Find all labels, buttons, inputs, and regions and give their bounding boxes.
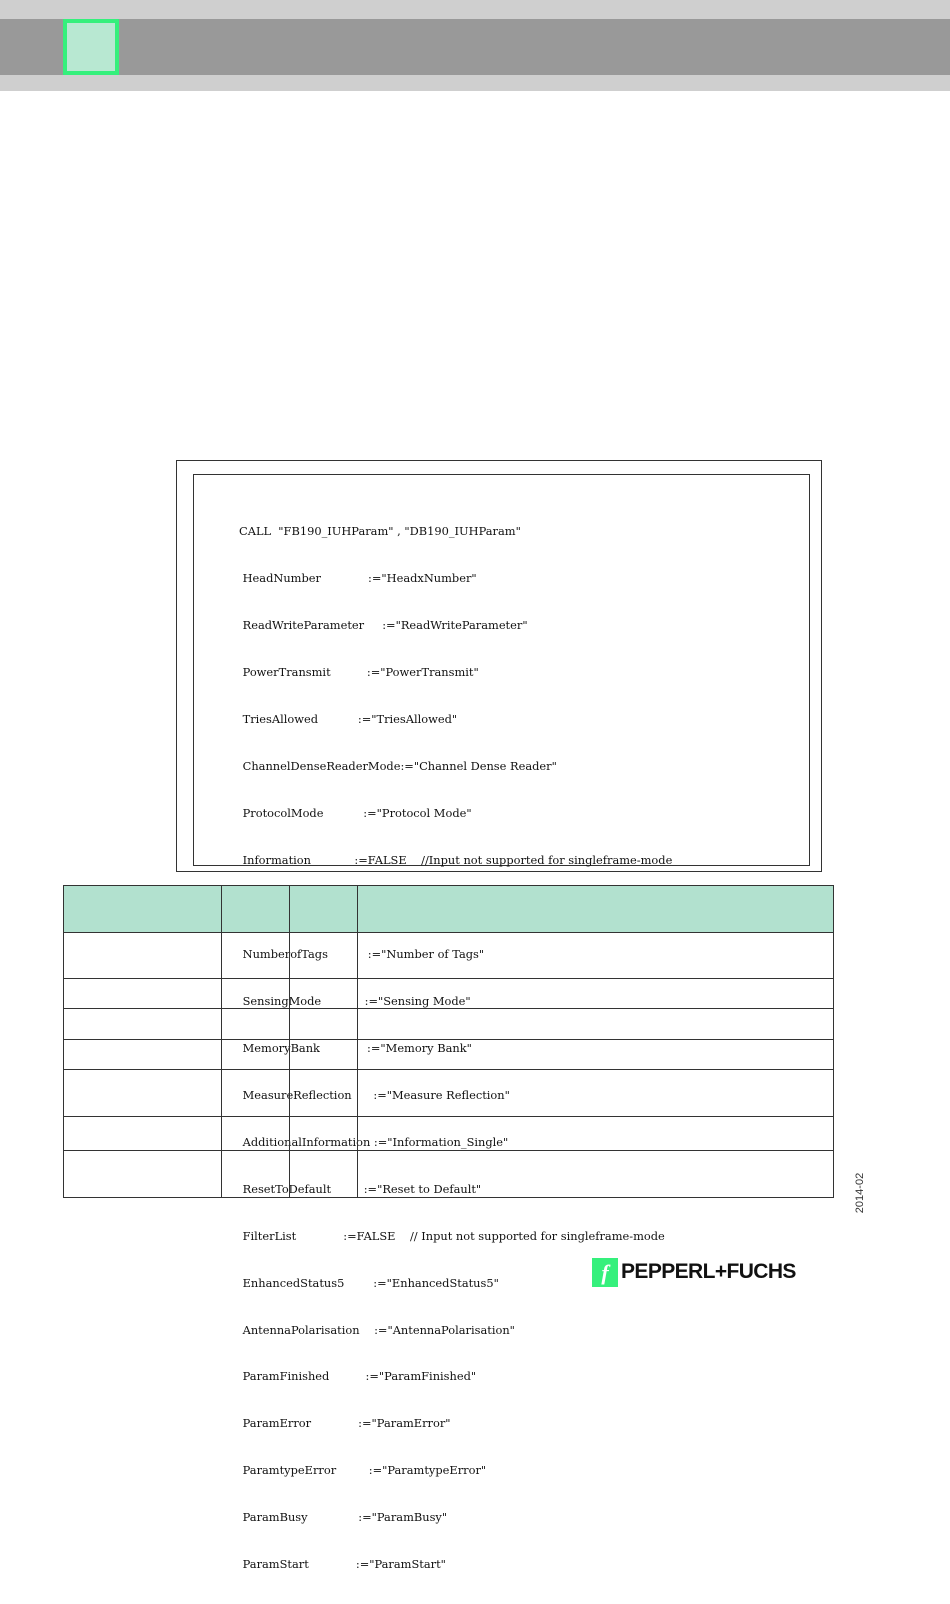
- top-strip: [0, 0, 950, 19]
- code-line: ProtocolMode :="Protocol Mode": [239, 806, 472, 821]
- table-cell: [222, 979, 290, 1009]
- date-code-text: 2014-02: [854, 1172, 866, 1214]
- code-line: FilterList :=FALSE // Input not supported for singleframe-mode: [239, 1228, 665, 1243]
- table-cell: [290, 1070, 358, 1117]
- code-line: AntennaPolarisation :="AntennaPolarisation": [239, 1322, 515, 1337]
- table-cell: [358, 1151, 834, 1198]
- header-band: [0, 19, 950, 75]
- table-cell: [290, 1009, 358, 1040]
- table-header-cell: [358, 886, 834, 933]
- table-cell: [358, 1040, 834, 1070]
- table-row: [64, 1040, 834, 1070]
- code-line: CALL "FB190_IUHParam" , "DB190_IUHParam": [239, 524, 521, 539]
- table-cell: [222, 1117, 290, 1151]
- table-cell: [64, 1040, 222, 1070]
- table-cell: [358, 1009, 834, 1040]
- table-cell: [222, 1040, 290, 1070]
- table-header-row: [64, 886, 834, 933]
- table-cell: [290, 933, 358, 979]
- code-line: PowerTransmit :="PowerTransmit": [239, 665, 479, 680]
- table-header-cell: [64, 886, 222, 933]
- code-line: MemoryBank :="Memory Bank": [239, 1040, 472, 1055]
- code-line: SensingMode :="Sensing Mode": [239, 993, 471, 1008]
- pepperl-fuchs-logo: [592, 1257, 796, 1287]
- table-cell: [64, 979, 222, 1009]
- date-code: [850, 1170, 870, 1216]
- table-cell: [222, 1070, 290, 1117]
- table-cell: [290, 1040, 358, 1070]
- table-header-cell: [222, 886, 290, 933]
- brand-name: PEPPERL+FUCHS: [621, 1260, 796, 1283]
- table-header-cell: [290, 886, 358, 933]
- code-line: ParamBusy :="ParamBusy": [239, 1510, 448, 1525]
- table-cell: [222, 1151, 290, 1198]
- code-line: ParamError :="ParamError": [239, 1416, 451, 1431]
- code-line: AdditionalInformation :="Information_Single": [239, 1134, 509, 1149]
- table-cell: [64, 1151, 222, 1198]
- table-row: [64, 1070, 834, 1117]
- code-line: ChannelDenseReaderMode:="Channel Dense Reader": [239, 759, 557, 774]
- table-cell: [222, 933, 290, 979]
- brand-mark-icon: f: [592, 1258, 618, 1287]
- code-line: HeadNumber :="HeadxNumber": [239, 571, 477, 586]
- table-cell: [222, 1009, 290, 1040]
- table-cell: [290, 1151, 358, 1198]
- table-row: [64, 933, 834, 979]
- table-cell: [358, 1070, 834, 1117]
- table-cell: [358, 1117, 834, 1151]
- code-line: ParamtypeError :="ParamtypeError": [239, 1463, 487, 1478]
- table-cell: [290, 1117, 358, 1151]
- table-cell: [358, 979, 834, 1009]
- table-cell: [358, 933, 834, 979]
- table-row: [64, 979, 834, 1009]
- table-row: [64, 1117, 834, 1151]
- code-line: ReadWriteParameter :="ReadWriteParameter": [239, 618, 528, 633]
- code-line: MeasureReflection :="Measure Reflection": [239, 1087, 510, 1102]
- table-row: [64, 1009, 834, 1040]
- parameter-table: [63, 885, 834, 1198]
- code-line: ParamFinished :="ParamFinished": [239, 1369, 477, 1384]
- code-line: ResetToDefault :="Reset to Default": [239, 1181, 482, 1196]
- code-line: Information :=FALSE //Input not supported for singleframe-mode: [239, 852, 673, 867]
- code-line: NumberofTags :="Number of Tags": [239, 946, 485, 961]
- code-line: TriesAllowed :="TriesAllowed": [239, 712, 458, 727]
- table-cell: [290, 979, 358, 1009]
- table-row: [64, 1151, 834, 1198]
- code-line: EnhancedStatus5 :="EnhancedStatus5": [239, 1275, 499, 1290]
- header-under-strip: [0, 75, 950, 91]
- table-cell: [64, 1117, 222, 1151]
- table-cell: [64, 933, 222, 979]
- table-cell: [64, 1070, 222, 1117]
- code-line: ParamStart :="ParamStart": [239, 1557, 446, 1572]
- table-cell: [64, 1009, 222, 1040]
- chapter-marker: [63, 19, 119, 75]
